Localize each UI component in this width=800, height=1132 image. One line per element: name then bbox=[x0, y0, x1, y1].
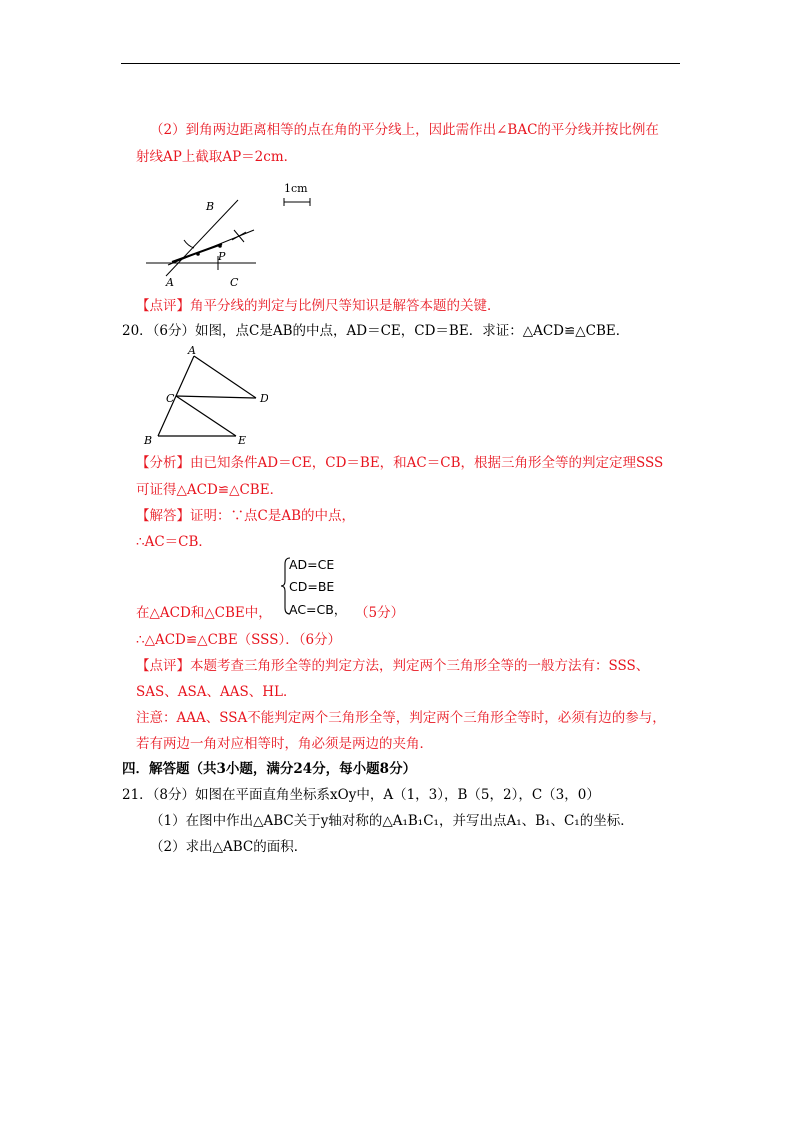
angle-bisector-figure bbox=[138, 178, 338, 294]
header-rule bbox=[121, 63, 680, 64]
brace-line-1: AD=CE bbox=[289, 557, 335, 572]
q20-solution-line1: 【解答】证明：∵点C是AB的中点， bbox=[136, 508, 355, 524]
triangles-figure bbox=[138, 344, 268, 452]
label-p: P bbox=[218, 250, 226, 263]
q20-stem: 20．（6分）如图，点C是AB的中点，AD＝CE，CD＝BE．求证：△ACD≌△CBE． bbox=[122, 323, 630, 339]
label-b: B bbox=[206, 200, 215, 213]
q19-part2-line1: （2）到角两边距离相等的点在角的平分线上，因此需作出∠BAC的平分线并按比例在 bbox=[150, 122, 659, 138]
brace-line-2: CD=BE bbox=[289, 579, 335, 594]
label-d2: D bbox=[260, 392, 268, 405]
q20-conclusion: ∴△ACD≌△CBE（SSS）．（6分） bbox=[136, 632, 342, 648]
q20-score-5: （5分） bbox=[355, 605, 405, 621]
label-c2: C bbox=[166, 392, 175, 405]
label-b2: B bbox=[144, 434, 153, 447]
q20-in-triangles: 在△ACD和△CBE中， bbox=[136, 605, 272, 621]
q20-solution-line2: ∴AC＝CB． bbox=[136, 534, 212, 550]
label-e2: E bbox=[238, 434, 247, 447]
q21-part2: （2）求出△ABC的面积． bbox=[150, 839, 308, 855]
line-cd bbox=[176, 396, 256, 398]
q20-comment-line1: 【点评】本题考查三角形全等的判定方法，判定两个三角形全等的一般方法有：SSS、 bbox=[136, 658, 650, 674]
q21-part1: （1）在图中作出△ABC关于y轴对称的△A₁B₁C₁，并写出点A₁、B₁、C₁的坐标． bbox=[150, 813, 634, 829]
line-ad bbox=[194, 356, 256, 398]
brace-line-3: AC=CB， bbox=[289, 602, 347, 617]
q20-analysis-line1: 【分析】由已知条件AD＝CE，CD＝BE，和AC＝CB，根据三角形全等的判定定理SSS bbox=[136, 455, 664, 471]
q20-comment-line2: SAS、ASA、AAS、HL． bbox=[136, 684, 297, 700]
ray-ab bbox=[166, 200, 238, 276]
q19-part2-line2: 射线AP上截取AP＝2cm． bbox=[136, 149, 298, 165]
scale-label: 1cm bbox=[284, 182, 308, 195]
q21-stem: 21．（8分）如图在平面直角坐标系xOy中，A（1，3），B（5，2），C（3，0） bbox=[122, 787, 600, 803]
q19-comment: 【点评】角平分线的判定与比例尺等知识是解答本题的关键． bbox=[136, 298, 501, 314]
label-c: C bbox=[230, 276, 239, 289]
q20-comment-line4: 若有两边一角对应相等时，角必须是两边的夹角． bbox=[136, 736, 433, 752]
q20-comment-line3: 注意：AAA、SSA不能判定两个三角形全等，判定两个三角形全等时，必须有边的参与， bbox=[136, 710, 666, 726]
section-4-heading: 四．解答题（共3小题，满分24分，每小题8分） bbox=[122, 761, 417, 777]
line-ce bbox=[176, 396, 236, 436]
label-a: A bbox=[166, 276, 174, 289]
label-a2: A bbox=[188, 344, 196, 357]
q20-analysis-line2: 可证得△ACD≌△CBE． bbox=[136, 482, 284, 498]
